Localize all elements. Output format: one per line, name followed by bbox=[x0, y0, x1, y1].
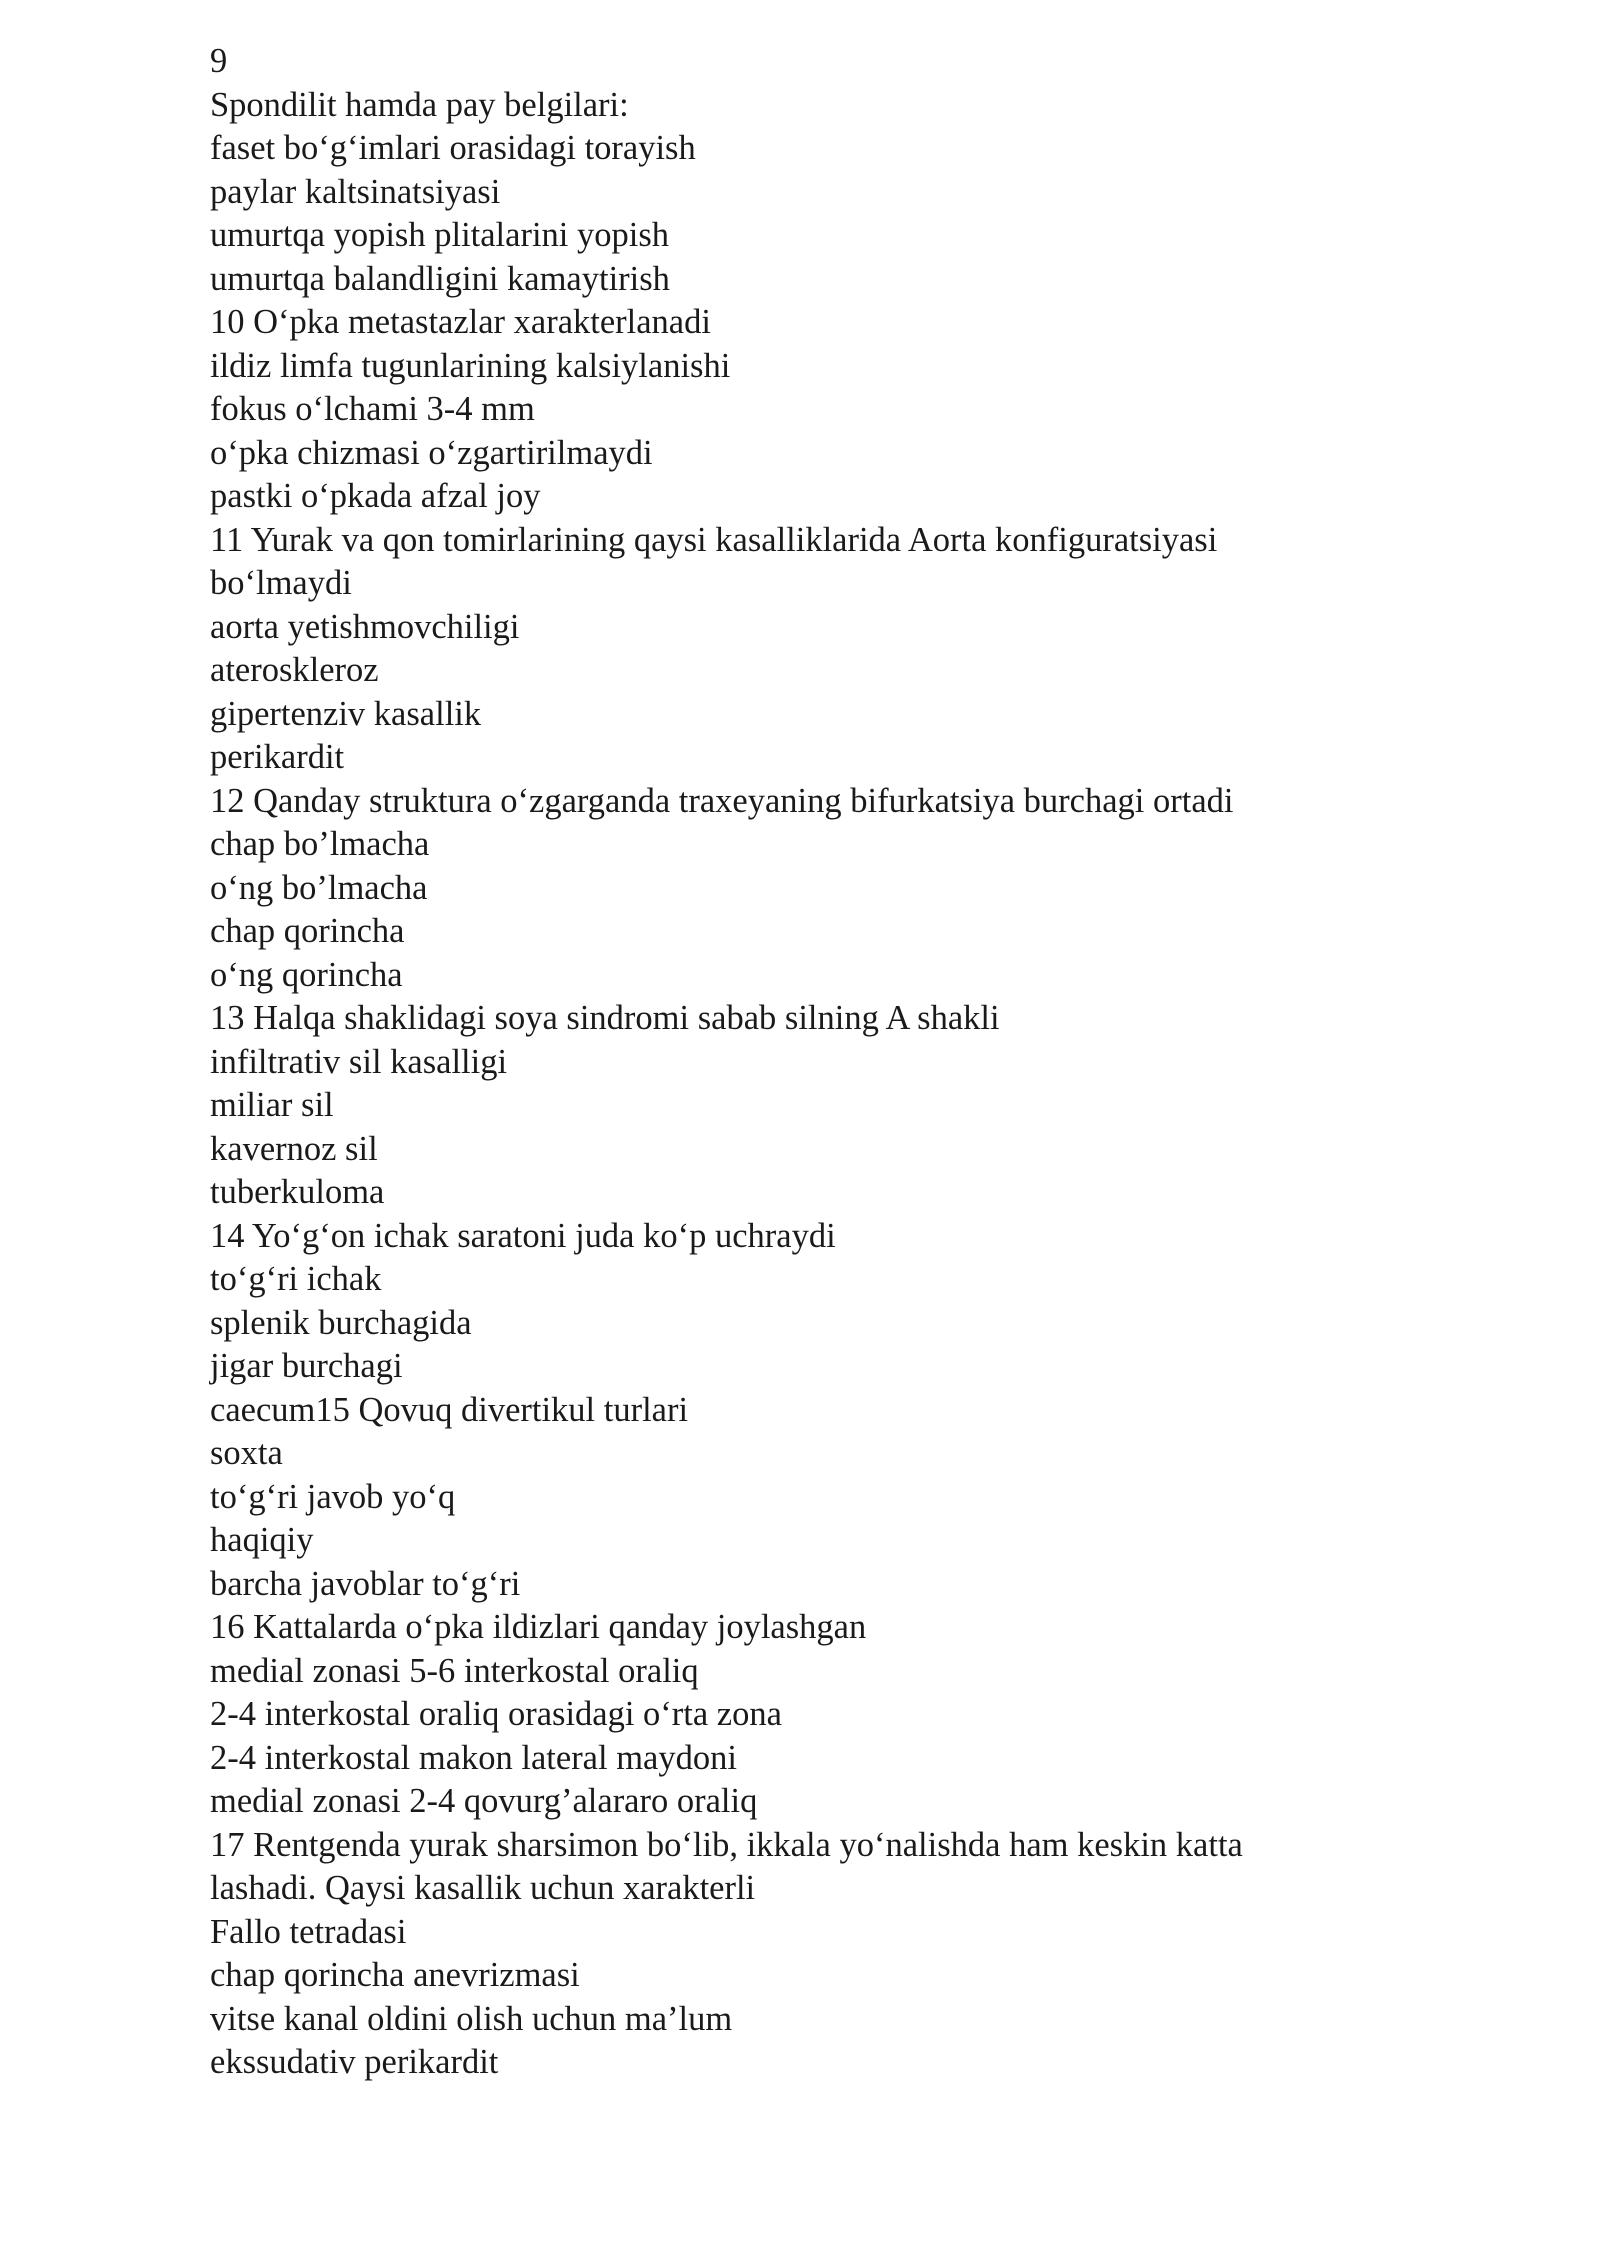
answer-option: ateroskleroz bbox=[210, 651, 379, 689]
answer-option: faset bo‘g‘imlari orasidagi torayish bbox=[210, 129, 696, 167]
answer-option: pastki o‘pkada afzal joy bbox=[210, 477, 541, 515]
answer-option: miliar sil bbox=[210, 1086, 334, 1124]
answer-option: soxta bbox=[210, 1434, 283, 1472]
answer-option: 2-4 interkostal makon lateral maydoni bbox=[210, 1738, 737, 1777]
answer-option: chap qorincha bbox=[210, 912, 405, 950]
question-11-text: 11 Yurak va qon tomirlarining qaysi kasalliklarida Aorta konfiguratsiyasi bbox=[210, 520, 1218, 559]
question-9-text: Spondilit hamda pay belgilari: bbox=[210, 85, 629, 124]
answer-option: to‘g‘ri javob yo‘q bbox=[210, 1477, 456, 1516]
question-14-text: 14 Yo‘g‘on ichak saratoni juda ko‘p uchraydi bbox=[210, 1216, 836, 1255]
answer-option: o‘pka chizmasi o‘zgartirilmaydi bbox=[210, 433, 653, 472]
answer-option-and-question-15-text: caecum15 Qovuq divertikul turlari bbox=[210, 1390, 689, 1429]
answer-option: medial zonasi 5-6 interkostal oraliq bbox=[210, 1651, 699, 1690]
answer-option: jigar burchagi bbox=[210, 1347, 403, 1385]
answer-option: ekssudativ perikardit bbox=[210, 2043, 499, 2081]
question-16-text: 16 Kattalarda o‘pka ildizlari qanday joylashgan bbox=[210, 1608, 867, 1646]
question-17-text: 17 Rentgenda yurak sharsimon bo‘lib, ikkala yo‘nalishda ham keskin katta bbox=[210, 1825, 1243, 1864]
page-number: 9 bbox=[210, 42, 228, 80]
answer-option: kavernoz sil bbox=[210, 1129, 378, 1168]
answer-option: splenik burchagida bbox=[210, 1303, 472, 1342]
answer-option: umurtqa yopish plitalarini yopish bbox=[210, 216, 669, 254]
answer-option: barcha javoblar to‘g‘ri bbox=[210, 1564, 521, 1603]
answer-option: ildiz limfa tugunlarining kalsiylanishi bbox=[210, 346, 731, 385]
answer-option: aorta yetishmovchiligi bbox=[210, 607, 520, 646]
question-10-text: 10 O‘pka metastazlar xarakterlanadi bbox=[210, 303, 711, 341]
question-13-text: 13 Halqa shaklidagi soya sindromi sabab silning A shakli bbox=[210, 999, 1000, 1037]
answer-option: o‘ng bo’lmacha bbox=[210, 868, 428, 907]
answer-option: chap bo’lmacha bbox=[210, 825, 430, 863]
answer-option: vitse kanal oldini olish uchun ma’lum bbox=[210, 1999, 733, 2038]
answer-option: paylar kaltsinatsiyasi bbox=[210, 172, 501, 211]
question-11-text-continued: bo‘lmaydi bbox=[210, 564, 352, 602]
answer-option: chap qorincha anevrizmasi bbox=[210, 1956, 580, 1994]
answer-option: tuberkuloma bbox=[210, 1173, 385, 1211]
question-12-text: 12 Qanday struktura o‘zgarganda traxeyaning bifurkatsiya burchagi ortadi bbox=[210, 781, 1234, 820]
question-17-text-continued: lashadi. Qaysi kasallik uchun xarakterli bbox=[210, 1869, 756, 1907]
answer-option: haqiqiy bbox=[210, 1521, 314, 1559]
answer-option: perikardit bbox=[210, 738, 345, 776]
answer-option: to‘g‘ri ichak bbox=[210, 1260, 382, 1298]
answer-option: fokus o‘lchami 3-4 mm bbox=[210, 390, 535, 428]
answer-option: gipertenziv kasallik bbox=[210, 694, 482, 733]
answer-option: o‘ng qorincha bbox=[210, 955, 403, 994]
answer-option: infiltrativ sil kasalligi bbox=[210, 1042, 508, 1081]
document-page bbox=[210, 40, 1410, 2085]
answer-option: Fallo tetradasi bbox=[210, 1912, 407, 1951]
answer-option: 2-4 interkostal oraliq orasidagi o‘rta zona bbox=[210, 1695, 782, 1733]
answer-option: medial zonasi 2-4 qovurg’alararo oraliq bbox=[210, 1782, 758, 1820]
answer-option: umurtqa balandligini kamaytirish bbox=[210, 259, 670, 298]
